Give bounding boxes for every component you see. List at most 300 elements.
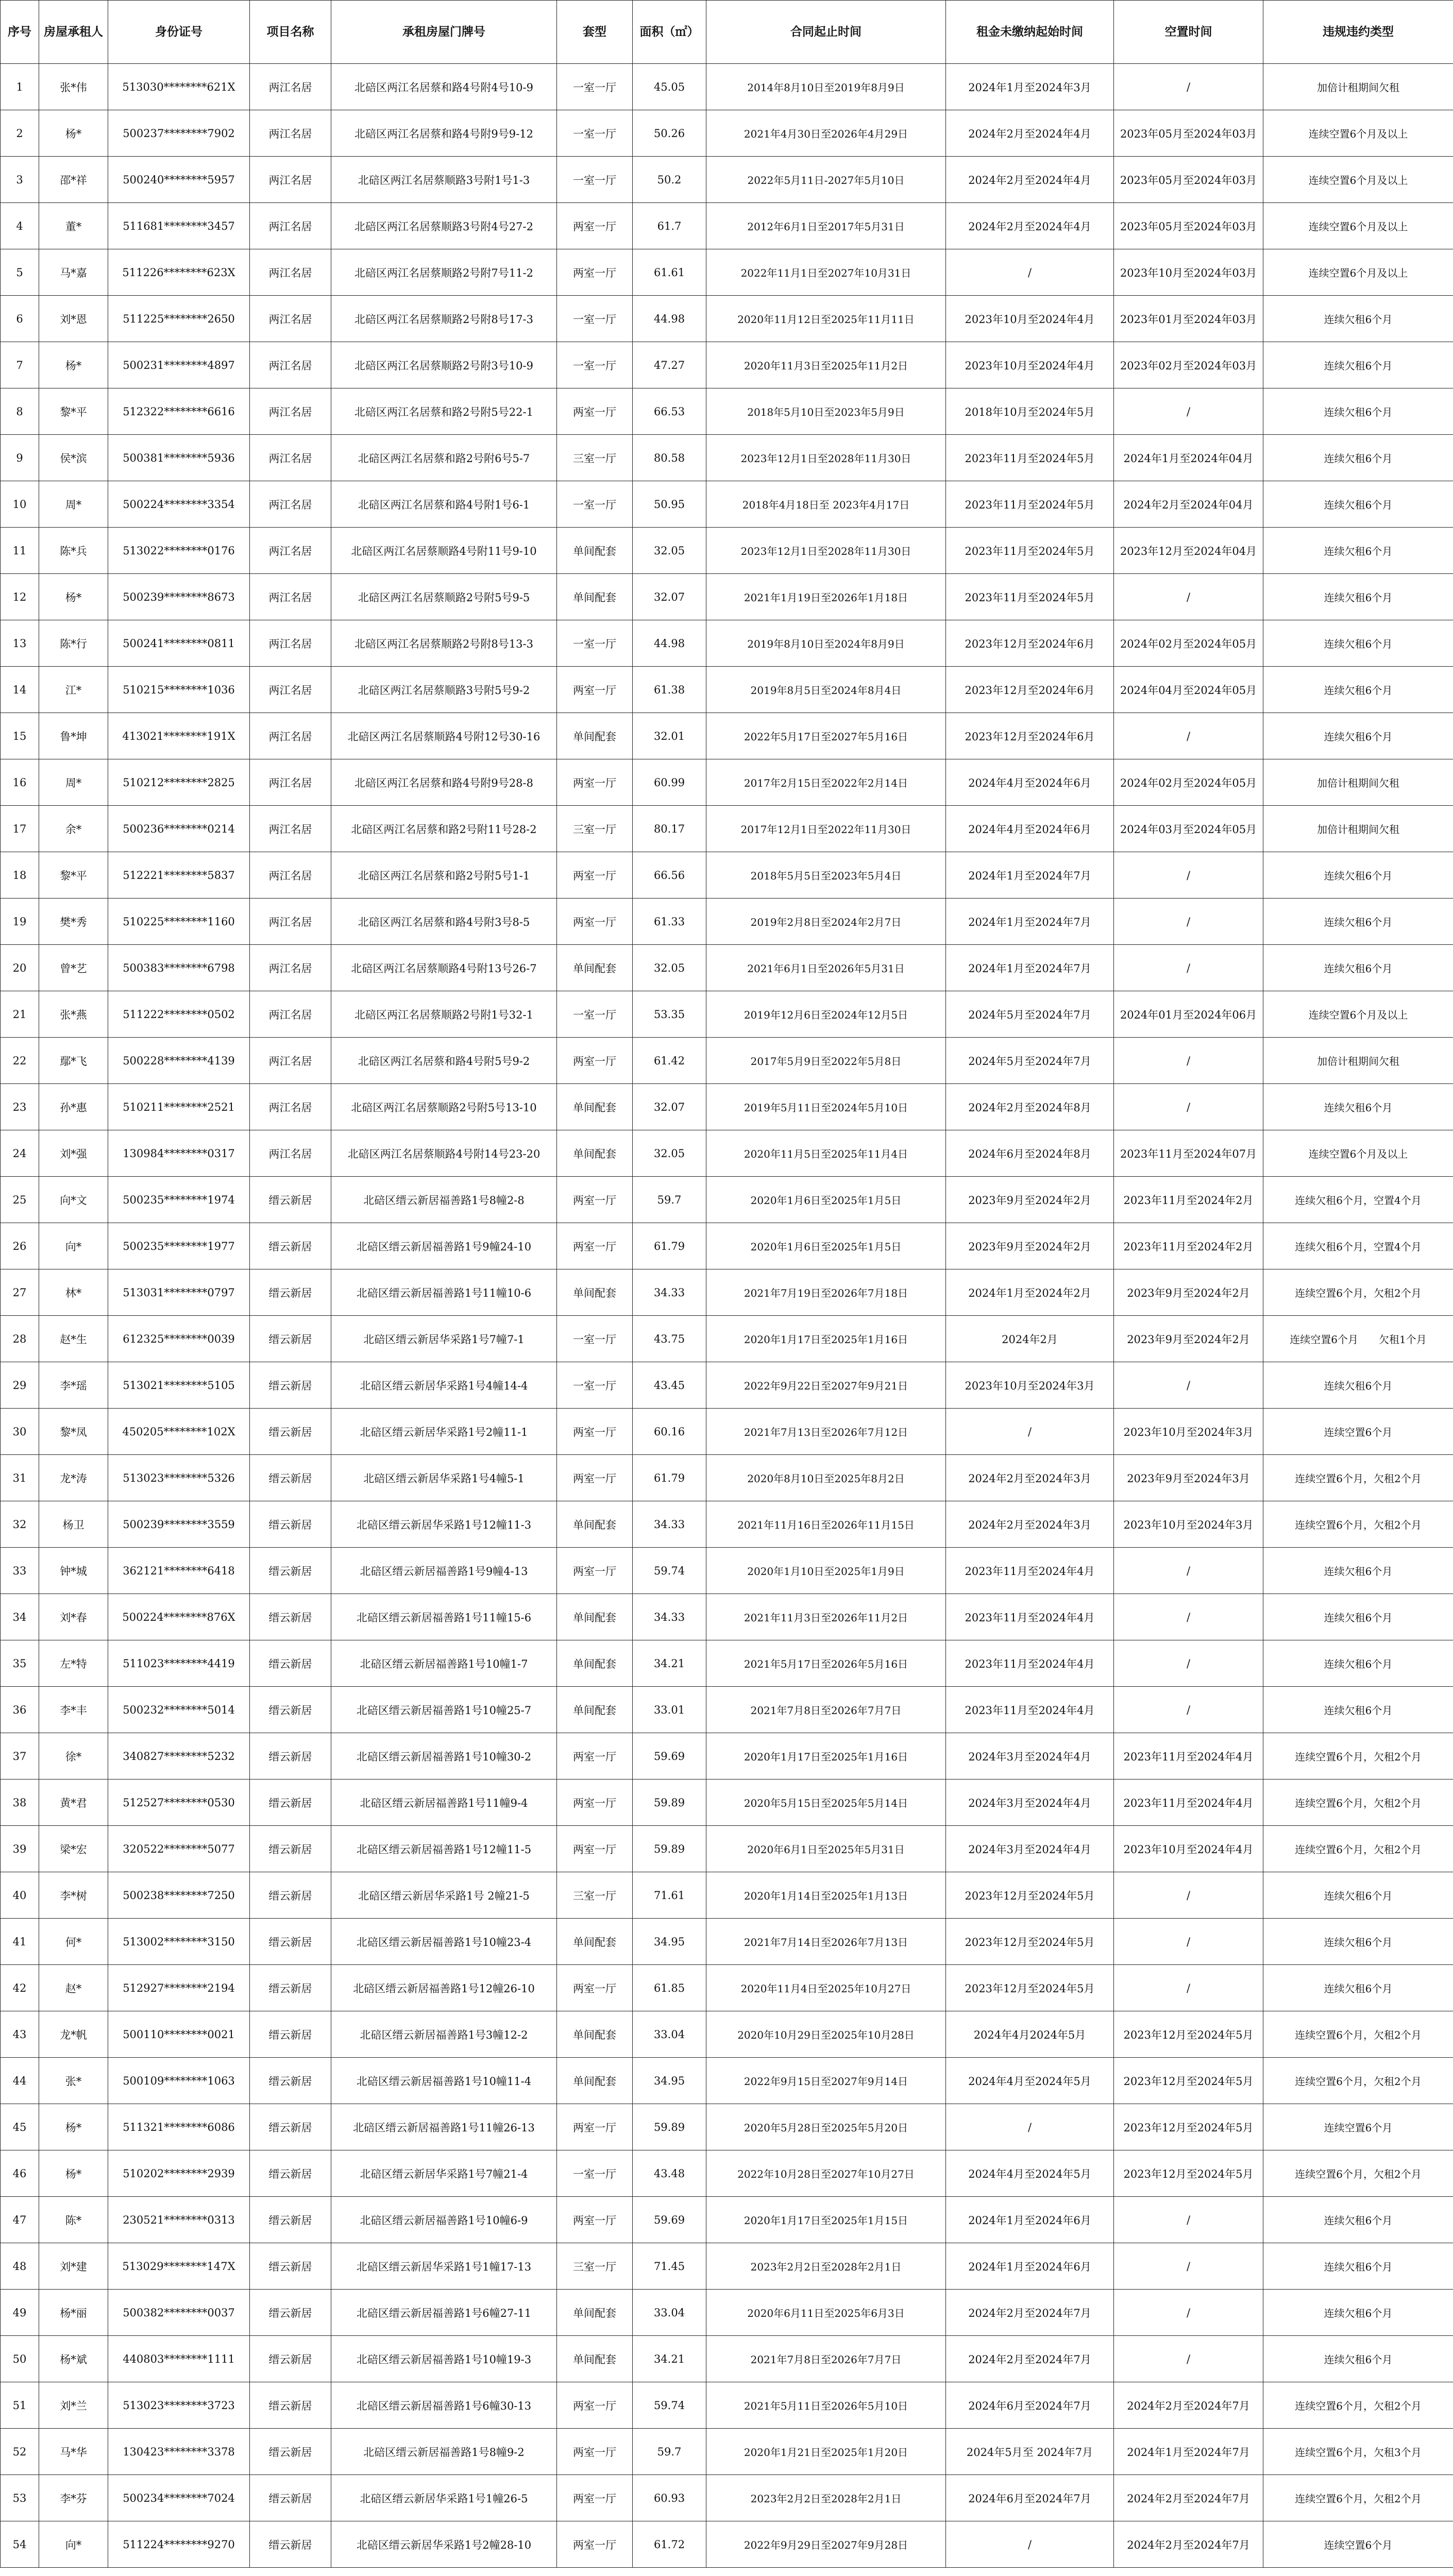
rent-unpaid-cell: 2023年11月至2024年5月 xyxy=(946,435,1114,481)
violation-type-cell: 连续空置6个月，欠租2个月 xyxy=(1263,2150,1453,2197)
table-row xyxy=(1,1501,1453,1548)
violation-type-cell: 连续空置6个月及以上 xyxy=(1263,1130,1453,1177)
table-row xyxy=(1,945,1453,991)
seq-cell: 28 xyxy=(1,1316,39,1362)
contract-period-cell: 2022年9月15日至2027年9月14日 xyxy=(706,2058,946,2104)
rent-unpaid-cell: 2024年4月至2024年6月 xyxy=(946,806,1114,852)
rent-unpaid-cell: 2024年3月至2024年4月 xyxy=(946,1780,1114,1826)
rent-unpaid-cell: 2024年4月至2024年5月 xyxy=(946,2058,1114,2104)
id-number-cell: 513022********0176 xyxy=(108,528,250,574)
address-cell: 北碚区缙云新居福善路1号6幢27-11 xyxy=(331,2290,557,2336)
contract-period-cell: 2021年11月3日至2026年11月2日 xyxy=(706,1594,946,1640)
contract-period-cell: 2020年1月10日至2025年1月9日 xyxy=(706,1548,946,1594)
id-number-cell: 500224********876X xyxy=(108,1594,250,1640)
rent-unpaid-cell: 2024年2月至2024年8月 xyxy=(946,1084,1114,1130)
address-cell: 北碚区缙云新居福善路1号10幢19-3 xyxy=(331,2336,557,2382)
seq-cell: 43 xyxy=(1,2011,39,2058)
project-cell: 两江名居 xyxy=(250,388,331,435)
rent-unpaid-cell: 2023年11月至2024年4月 xyxy=(946,1640,1114,1687)
id-number-cell: 500239********8673 xyxy=(108,574,250,620)
vacancy-cell: / xyxy=(1114,2290,1263,2336)
vacancy-cell: / xyxy=(1114,713,1263,759)
project-cell: 两江名居 xyxy=(250,806,331,852)
seq-cell: 23 xyxy=(1,1084,39,1130)
project-cell: 缙云新居 xyxy=(250,1362,331,1409)
seq-cell: 33 xyxy=(1,1548,39,1594)
header-row xyxy=(1,1,1453,64)
project-cell: 两江名居 xyxy=(250,481,331,528)
unit-type-cell: 两室一厅 xyxy=(557,388,633,435)
address-cell: 北碚区缙云新居福善路1号10幢6-9 xyxy=(331,2197,557,2243)
table-row xyxy=(1,1409,1453,1455)
violation-type-cell: 连续空置6个月，欠租3个月 xyxy=(1263,2429,1453,2475)
area-cell: 34.95 xyxy=(633,2058,706,2104)
tenant-cell: 黎*平 xyxy=(39,388,108,435)
area-cell: 61.42 xyxy=(633,1038,706,1084)
seq-cell: 20 xyxy=(1,945,39,991)
id-number-cell: 500381********5936 xyxy=(108,435,250,481)
area-cell: 32.07 xyxy=(633,574,706,620)
violation-type-cell: 连续欠租6个月，空置4个月 xyxy=(1263,1177,1453,1223)
header-cell: 合同起止时间 xyxy=(706,1,946,64)
table-row xyxy=(1,1177,1453,1223)
seq-cell: 52 xyxy=(1,2429,39,2475)
tenant-cell: 刘*兰 xyxy=(39,2382,108,2429)
project-cell: 缙云新居 xyxy=(250,1501,331,1548)
tenant-cell: 鲁*坤 xyxy=(39,713,108,759)
seq-cell: 49 xyxy=(1,2290,39,2336)
unit-type-cell: 两室一厅 xyxy=(557,2429,633,2475)
contract-period-cell: 2020年11月12日至2025年11月11日 xyxy=(706,296,946,342)
tenant-cell: 侯*滨 xyxy=(39,435,108,481)
seq-cell: 9 xyxy=(1,435,39,481)
tenant-cell: 张* xyxy=(39,2058,108,2104)
table-row xyxy=(1,1965,1453,2011)
seq-cell: 18 xyxy=(1,852,39,899)
project-cell: 缙云新居 xyxy=(250,1780,331,1826)
rent-unpaid-cell: 2023年11月至2024年5月 xyxy=(946,481,1114,528)
violation-type-cell: 连续欠租6个月 xyxy=(1263,713,1453,759)
seq-cell: 46 xyxy=(1,2150,39,2197)
vacancy-cell: 2023年11月至2024年07月 xyxy=(1114,1130,1263,1177)
seq-cell: 11 xyxy=(1,528,39,574)
unit-type-cell: 两室一厅 xyxy=(557,1223,633,1269)
project-cell: 两江名居 xyxy=(250,667,331,713)
unit-type-cell: 两室一厅 xyxy=(557,2475,633,2521)
contract-period-cell: 2020年5月15日至2025年5月14日 xyxy=(706,1780,946,1826)
unit-type-cell: 单间配套 xyxy=(557,1594,633,1640)
vacancy-cell: 2023年11月至2024年2月 xyxy=(1114,1177,1263,1223)
vacancy-cell: / xyxy=(1114,1687,1263,1733)
rent-unpaid-cell: / xyxy=(946,2104,1114,2150)
vacancy-cell: / xyxy=(1114,2336,1263,2382)
tenant-cell: 陈*行 xyxy=(39,620,108,667)
violation-type-cell: 加倍计租期间欠租 xyxy=(1263,1038,1453,1084)
address-cell: 北碚区两江名居蔡顺路4号附13号26-7 xyxy=(331,945,557,991)
tenant-cell: 赵* xyxy=(39,1965,108,2011)
seq-cell: 51 xyxy=(1,2382,39,2429)
table-row xyxy=(1,1687,1453,1733)
contract-period-cell: 2022年5月11日-2027年5月10日 xyxy=(706,157,946,203)
seq-cell: 15 xyxy=(1,713,39,759)
table-row xyxy=(1,481,1453,528)
id-number-cell: 340827********5232 xyxy=(108,1733,250,1780)
violation-type-cell: 连续空置6个月，欠租2个月 xyxy=(1263,1269,1453,1316)
id-number-cell: 510212********2825 xyxy=(108,759,250,806)
area-cell: 66.53 xyxy=(633,388,706,435)
violation-type-cell: 连续欠租6个月 xyxy=(1263,1687,1453,1733)
rent-unpaid-cell: 2024年1月至2024年7月 xyxy=(946,899,1114,945)
seq-cell: 4 xyxy=(1,203,39,249)
id-number-cell: 500238********7250 xyxy=(108,1872,250,1919)
tenant-cell: 陈*兵 xyxy=(39,528,108,574)
seq-cell: 5 xyxy=(1,249,39,296)
violation-type-cell: 连续欠租6个月 xyxy=(1263,1594,1453,1640)
rent-unpaid-cell: 2024年2月至2024年4月 xyxy=(946,203,1114,249)
unit-type-cell: 三室一厅 xyxy=(557,806,633,852)
area-cell: 43.45 xyxy=(633,1362,706,1409)
id-number-cell: 513023********3723 xyxy=(108,2382,250,2429)
project-cell: 两江名居 xyxy=(250,435,331,481)
address-cell: 北碚区缙云新居福善路1号10幢30-2 xyxy=(331,1733,557,1780)
project-cell: 两江名居 xyxy=(250,296,331,342)
vacancy-cell: 2023年12月至2024年04月 xyxy=(1114,528,1263,574)
unit-type-cell: 一室一厅 xyxy=(557,1316,633,1362)
contract-period-cell: 2020年10月29日至2025年10月28日 xyxy=(706,2011,946,2058)
unit-type-cell: 一室一厅 xyxy=(557,296,633,342)
unit-type-cell: 单间配套 xyxy=(557,945,633,991)
id-number-cell: 511681********3457 xyxy=(108,203,250,249)
id-number-cell: 500231********4897 xyxy=(108,342,250,388)
area-cell: 60.16 xyxy=(633,1409,706,1455)
unit-type-cell: 两室一厅 xyxy=(557,249,633,296)
address-cell: 北碚区两江名居蔡和路4号附4号10-9 xyxy=(331,64,557,110)
vacancy-cell: / xyxy=(1114,1965,1263,2011)
seq-cell: 45 xyxy=(1,2104,39,2150)
violation-type-cell: 连续空置6个月及以上 xyxy=(1263,157,1453,203)
rent-unpaid-cell: 2024年1月至2024年7月 xyxy=(946,945,1114,991)
contract-period-cell: 2020年1月6日至2025年1月5日 xyxy=(706,1177,946,1223)
project-cell: 缙云新居 xyxy=(250,1826,331,1872)
project-cell: 缙云新居 xyxy=(250,1455,331,1501)
vacancy-cell: / xyxy=(1114,574,1263,620)
violation-type-cell: 连续欠租6个月 xyxy=(1263,1548,1453,1594)
project-cell: 缙云新居 xyxy=(250,2475,331,2521)
unit-type-cell: 两室一厅 xyxy=(557,203,633,249)
id-number-cell: 500235********1977 xyxy=(108,1223,250,1269)
seq-cell: 17 xyxy=(1,806,39,852)
id-number-cell: 413021********191X xyxy=(108,713,250,759)
table-row xyxy=(1,1594,1453,1640)
address-cell: 北碚区缙云新居华采路1号1幢17-13 xyxy=(331,2243,557,2290)
contract-period-cell: 2019年12月6日至2024年12月5日 xyxy=(706,991,946,1038)
rent-unpaid-cell: 2024年2月至2024年3月 xyxy=(946,1501,1114,1548)
id-number-cell: 510225********1160 xyxy=(108,899,250,945)
area-cell: 34.33 xyxy=(633,1501,706,1548)
unit-type-cell: 两室一厅 xyxy=(557,2382,633,2429)
contract-period-cell: 2021年7月14日至2026年7月13日 xyxy=(706,1919,946,1965)
rent-unpaid-cell: 2024年1月至2024年2月 xyxy=(946,1269,1114,1316)
project-cell: 缙云新居 xyxy=(250,2058,331,2104)
address-cell: 北碚区两江名居蔡和路4号附9号28-8 xyxy=(331,759,557,806)
seq-cell: 19 xyxy=(1,899,39,945)
rent-unpaid-cell: 2023年12月至2024年5月 xyxy=(946,1919,1114,1965)
area-cell: 33.01 xyxy=(633,1687,706,1733)
table-row xyxy=(1,1733,1453,1780)
rent-unpaid-cell: 2023年12月至2024年5月 xyxy=(946,1872,1114,1919)
project-cell: 两江名居 xyxy=(250,249,331,296)
address-cell: 北碚区缙云新居福善路1号8幢2-8 xyxy=(331,1177,557,1223)
rent-unpaid-cell: 2024年5月至2024年7月 xyxy=(946,991,1114,1038)
unit-type-cell: 单间配套 xyxy=(557,1919,633,1965)
project-cell: 缙云新居 xyxy=(250,2011,331,2058)
seq-cell: 6 xyxy=(1,296,39,342)
violation-type-cell: 连续欠租6个月 xyxy=(1263,2197,1453,2243)
id-number-cell: 512927********2194 xyxy=(108,1965,250,2011)
tenant-cell: 杨* xyxy=(39,342,108,388)
tenant-cell: 周* xyxy=(39,759,108,806)
tenant-cell: 李*树 xyxy=(39,1872,108,1919)
violation-type-cell: 连续欠租6个月 xyxy=(1263,2243,1453,2290)
table-row xyxy=(1,435,1453,481)
table-row xyxy=(1,759,1453,806)
rent-unpaid-cell: 2024年5月至 2024年7月 xyxy=(946,2429,1114,2475)
table-row xyxy=(1,991,1453,1038)
area-cell: 61.38 xyxy=(633,667,706,713)
vacancy-cell: / xyxy=(1114,2197,1263,2243)
violation-type-cell: 连续欠租6个月 xyxy=(1263,2290,1453,2336)
vacancy-cell: 2024年2月至2024年7月 xyxy=(1114,2475,1263,2521)
header-cell: 身份证号 xyxy=(108,1,250,64)
rent-unpaid-cell: 2023年12月至2024年6月 xyxy=(946,713,1114,759)
table-row xyxy=(1,1269,1453,1316)
area-cell: 32.05 xyxy=(633,945,706,991)
address-cell: 北碚区缙云新居福善路1号10幢23-4 xyxy=(331,1919,557,1965)
address-cell: 北碚区缙云新居福善路1号10幢25-7 xyxy=(331,1687,557,1733)
violation-type-cell: 加倍计租期间欠租 xyxy=(1263,759,1453,806)
seq-cell: 27 xyxy=(1,1269,39,1316)
unit-type-cell: 一室一厅 xyxy=(557,620,633,667)
table-row xyxy=(1,667,1453,713)
area-cell: 47.27 xyxy=(633,342,706,388)
project-cell: 缙云新居 xyxy=(250,2336,331,2382)
vacancy-cell: / xyxy=(1114,2243,1263,2290)
violation-type-cell: 加倍计租期间欠租 xyxy=(1263,806,1453,852)
vacancy-cell: 2023年12月至2024年5月 xyxy=(1114,2011,1263,2058)
vacancy-cell: / xyxy=(1114,899,1263,945)
area-cell: 50.2 xyxy=(633,157,706,203)
tenant-cell: 杨* xyxy=(39,574,108,620)
id-number-cell: 500241********0811 xyxy=(108,620,250,667)
violation-type-cell: 连续空置6个月，欠租2个月 xyxy=(1263,1826,1453,1872)
rent-unpaid-cell: 2024年5月至2024年7月 xyxy=(946,1038,1114,1084)
violation-type-cell: 连续欠租6个月 xyxy=(1263,620,1453,667)
rent-unpaid-cell: 2024年1月至2024年7月 xyxy=(946,852,1114,899)
id-number-cell: 230521********0313 xyxy=(108,2197,250,2243)
rent-unpaid-cell: 2023年11月至2024年5月 xyxy=(946,528,1114,574)
violation-type-cell: 连续空置6个月，欠租2个月 xyxy=(1263,2382,1453,2429)
area-cell: 32.05 xyxy=(633,528,706,574)
tenant-cell: 刘*春 xyxy=(39,1594,108,1640)
id-number-cell: 500232********5014 xyxy=(108,1687,250,1733)
table-row xyxy=(1,249,1453,296)
unit-type-cell: 单间配套 xyxy=(557,1130,633,1177)
id-number-cell: 510211********2521 xyxy=(108,1084,250,1130)
contract-period-cell: 2020年11月5日至2025年11月4日 xyxy=(706,1130,946,1177)
unit-type-cell: 三室一厅 xyxy=(557,1872,633,1919)
address-cell: 北碚区两江名居蔡和路2号附5号1-1 xyxy=(331,852,557,899)
seq-cell: 44 xyxy=(1,2058,39,2104)
area-cell: 61.61 xyxy=(633,249,706,296)
seq-cell: 29 xyxy=(1,1362,39,1409)
rent-unpaid-cell: 2024年2月至2024年7月 xyxy=(946,2290,1114,2336)
area-cell: 59.74 xyxy=(633,1548,706,1594)
id-number-cell: 510202********2939 xyxy=(108,2150,250,2197)
project-cell: 缙云新居 xyxy=(250,2243,331,2290)
contract-period-cell: 2022年9月22日至2027年9月21日 xyxy=(706,1362,946,1409)
vacancy-cell: 2023年9月至2024年2月 xyxy=(1114,1269,1263,1316)
address-cell: 北碚区缙云新居福善路1号11幢26-13 xyxy=(331,2104,557,2150)
vacancy-cell: / xyxy=(1114,1038,1263,1084)
id-number-cell: 500109********1063 xyxy=(108,2058,250,2104)
id-number-cell: 513021********5105 xyxy=(108,1362,250,1409)
tenant-cell: 李*丰 xyxy=(39,1687,108,1733)
seq-cell: 53 xyxy=(1,2475,39,2521)
area-cell: 61.85 xyxy=(633,1965,706,2011)
seq-cell: 10 xyxy=(1,481,39,528)
area-cell: 34.21 xyxy=(633,1640,706,1687)
id-number-cell: 511224********9270 xyxy=(108,2521,250,2568)
unit-type-cell: 三室一厅 xyxy=(557,435,633,481)
table-row xyxy=(1,2521,1453,2568)
violation-type-cell: 连续欠租6个月 xyxy=(1263,1362,1453,1409)
address-cell: 北碚区缙云新居福善路1号12幢11-5 xyxy=(331,1826,557,1872)
address-cell: 北碚区缙云新居华采路1号1幢26-5 xyxy=(331,2475,557,2521)
violation-type-cell: 连续空置6个月及以上 xyxy=(1263,110,1453,157)
address-cell: 北碚区两江名居蔡顺路2号附8号17-3 xyxy=(331,296,557,342)
table-row xyxy=(1,64,1453,110)
violation-type-cell: 连续欠租6个月 xyxy=(1263,481,1453,528)
table-row xyxy=(1,528,1453,574)
table-row xyxy=(1,296,1453,342)
address-cell: 北碚区缙云新居华采路1号2幢11-1 xyxy=(331,1409,557,1455)
tenant-cell: 周* xyxy=(39,481,108,528)
id-number-cell: 513030********621X xyxy=(108,64,250,110)
tenant-cell: 黎*平 xyxy=(39,852,108,899)
area-cell: 45.05 xyxy=(633,64,706,110)
rent-unpaid-cell: 2024年6月至2024年8月 xyxy=(946,1130,1114,1177)
project-cell: 缙云新居 xyxy=(250,1548,331,1594)
table-row xyxy=(1,899,1453,945)
rent-unpaid-cell: 2024年3月至2024年4月 xyxy=(946,1733,1114,1780)
seq-cell: 7 xyxy=(1,342,39,388)
header-cell: 序号 xyxy=(1,1,39,64)
id-number-cell: 500110********0021 xyxy=(108,2011,250,2058)
tenant-cell: 余* xyxy=(39,806,108,852)
area-cell: 61.7 xyxy=(633,203,706,249)
contract-period-cell: 2019年5月11日至2024年5月10日 xyxy=(706,1084,946,1130)
unit-type-cell: 一室一厅 xyxy=(557,157,633,203)
address-cell: 北碚区缙云新居华采路1号4幢14-4 xyxy=(331,1362,557,1409)
rent-unpaid-cell: 2023年10月至2024年4月 xyxy=(946,342,1114,388)
tenant-cell: 向* xyxy=(39,1223,108,1269)
id-number-cell: 500235********1974 xyxy=(108,1177,250,1223)
violation-type-cell: 连续空置6个月，欠租2个月 xyxy=(1263,1780,1453,1826)
rent-unpaid-cell: 2024年2月至2024年4月 xyxy=(946,157,1114,203)
tenant-cell: 鄢*飞 xyxy=(39,1038,108,1084)
area-cell: 34.33 xyxy=(633,1594,706,1640)
violation-type-cell: 连续欠租6个月 xyxy=(1263,2336,1453,2382)
contract-period-cell: 2019年8月10日至2024年8月9日 xyxy=(706,620,946,667)
tenant-cell: 董* xyxy=(39,203,108,249)
area-cell: 59.7 xyxy=(633,1177,706,1223)
seq-cell: 39 xyxy=(1,1826,39,1872)
table-row xyxy=(1,1455,1453,1501)
unit-type-cell: 一室一厅 xyxy=(557,991,633,1038)
violation-type-cell: 连续欠租6个月，空置4个月 xyxy=(1263,1223,1453,1269)
vacancy-cell: 2023年10月至2024年3月 xyxy=(1114,1501,1263,1548)
violation-type-cell: 加倍计租期间欠租 xyxy=(1263,64,1453,110)
id-number-cell: 500237********7902 xyxy=(108,110,250,157)
seq-cell: 12 xyxy=(1,574,39,620)
unit-type-cell: 单间配套 xyxy=(557,528,633,574)
vacancy-cell: 2024年02月至2024年05月 xyxy=(1114,759,1263,806)
vacancy-cell: 2024年02月至2024年05月 xyxy=(1114,620,1263,667)
project-cell: 缙云新居 xyxy=(250,2382,331,2429)
vacancy-cell: / xyxy=(1114,1362,1263,1409)
table-row xyxy=(1,2197,1453,2243)
rent-unpaid-cell: 2024年6月至2024年7月 xyxy=(946,2475,1114,2521)
violation-type-cell: 连续空置6个月，欠租2个月 xyxy=(1263,1733,1453,1780)
violation-type-cell: 连续欠租6个月 xyxy=(1263,945,1453,991)
tenant-cell: 马*华 xyxy=(39,2429,108,2475)
id-number-cell: 500383********6798 xyxy=(108,945,250,991)
id-number-cell: 511222********0502 xyxy=(108,991,250,1038)
table-row xyxy=(1,388,1453,435)
unit-type-cell: 两室一厅 xyxy=(557,2104,633,2150)
header-cell: 项目名称 xyxy=(250,1,331,64)
address-cell: 北碚区两江名居蔡顺路2号附5号9-5 xyxy=(331,574,557,620)
violation-type-cell: 连续空置6个月 xyxy=(1263,2521,1453,2568)
area-cell: 34.21 xyxy=(633,2336,706,2382)
violation-type-cell: 连续欠租6个月 xyxy=(1263,296,1453,342)
tenant-cell: 刘*强 xyxy=(39,1130,108,1177)
area-cell: 59.69 xyxy=(633,2197,706,2243)
contract-period-cell: 2021年7月8日至2026年7月7日 xyxy=(706,2336,946,2382)
unit-type-cell: 单间配套 xyxy=(557,713,633,759)
area-cell: 32.01 xyxy=(633,713,706,759)
id-number-cell: 513029********147X xyxy=(108,2243,250,2290)
address-cell: 北碚区两江名居蔡顺路2号附8号13-3 xyxy=(331,620,557,667)
rent-unpaid-cell: 2023年12月至2024年6月 xyxy=(946,620,1114,667)
area-cell: 33.04 xyxy=(633,2011,706,2058)
violation-type-cell: 连续空置6个月，欠租2个月 xyxy=(1263,2011,1453,2058)
project-cell: 两江名居 xyxy=(250,574,331,620)
seq-cell: 34 xyxy=(1,1594,39,1640)
table-row xyxy=(1,2475,1453,2521)
table-row xyxy=(1,620,1453,667)
unit-type-cell: 一室一厅 xyxy=(557,64,633,110)
vacancy-cell: / xyxy=(1114,1919,1263,1965)
contract-period-cell: 2012年6月1日至2017年5月31日 xyxy=(706,203,946,249)
project-cell: 两江名居 xyxy=(250,899,331,945)
id-number-cell: 500224********3354 xyxy=(108,481,250,528)
address-cell: 北碚区缙云新居福善路1号9幢24-10 xyxy=(331,1223,557,1269)
address-cell: 北碚区两江名居蔡顺路4号附12号30-16 xyxy=(331,713,557,759)
seq-cell: 37 xyxy=(1,1733,39,1780)
contract-period-cell: 2020年1月17日至2025年1月16日 xyxy=(706,1733,946,1780)
violation-type-cell: 连续欠租6个月 xyxy=(1263,1965,1453,2011)
